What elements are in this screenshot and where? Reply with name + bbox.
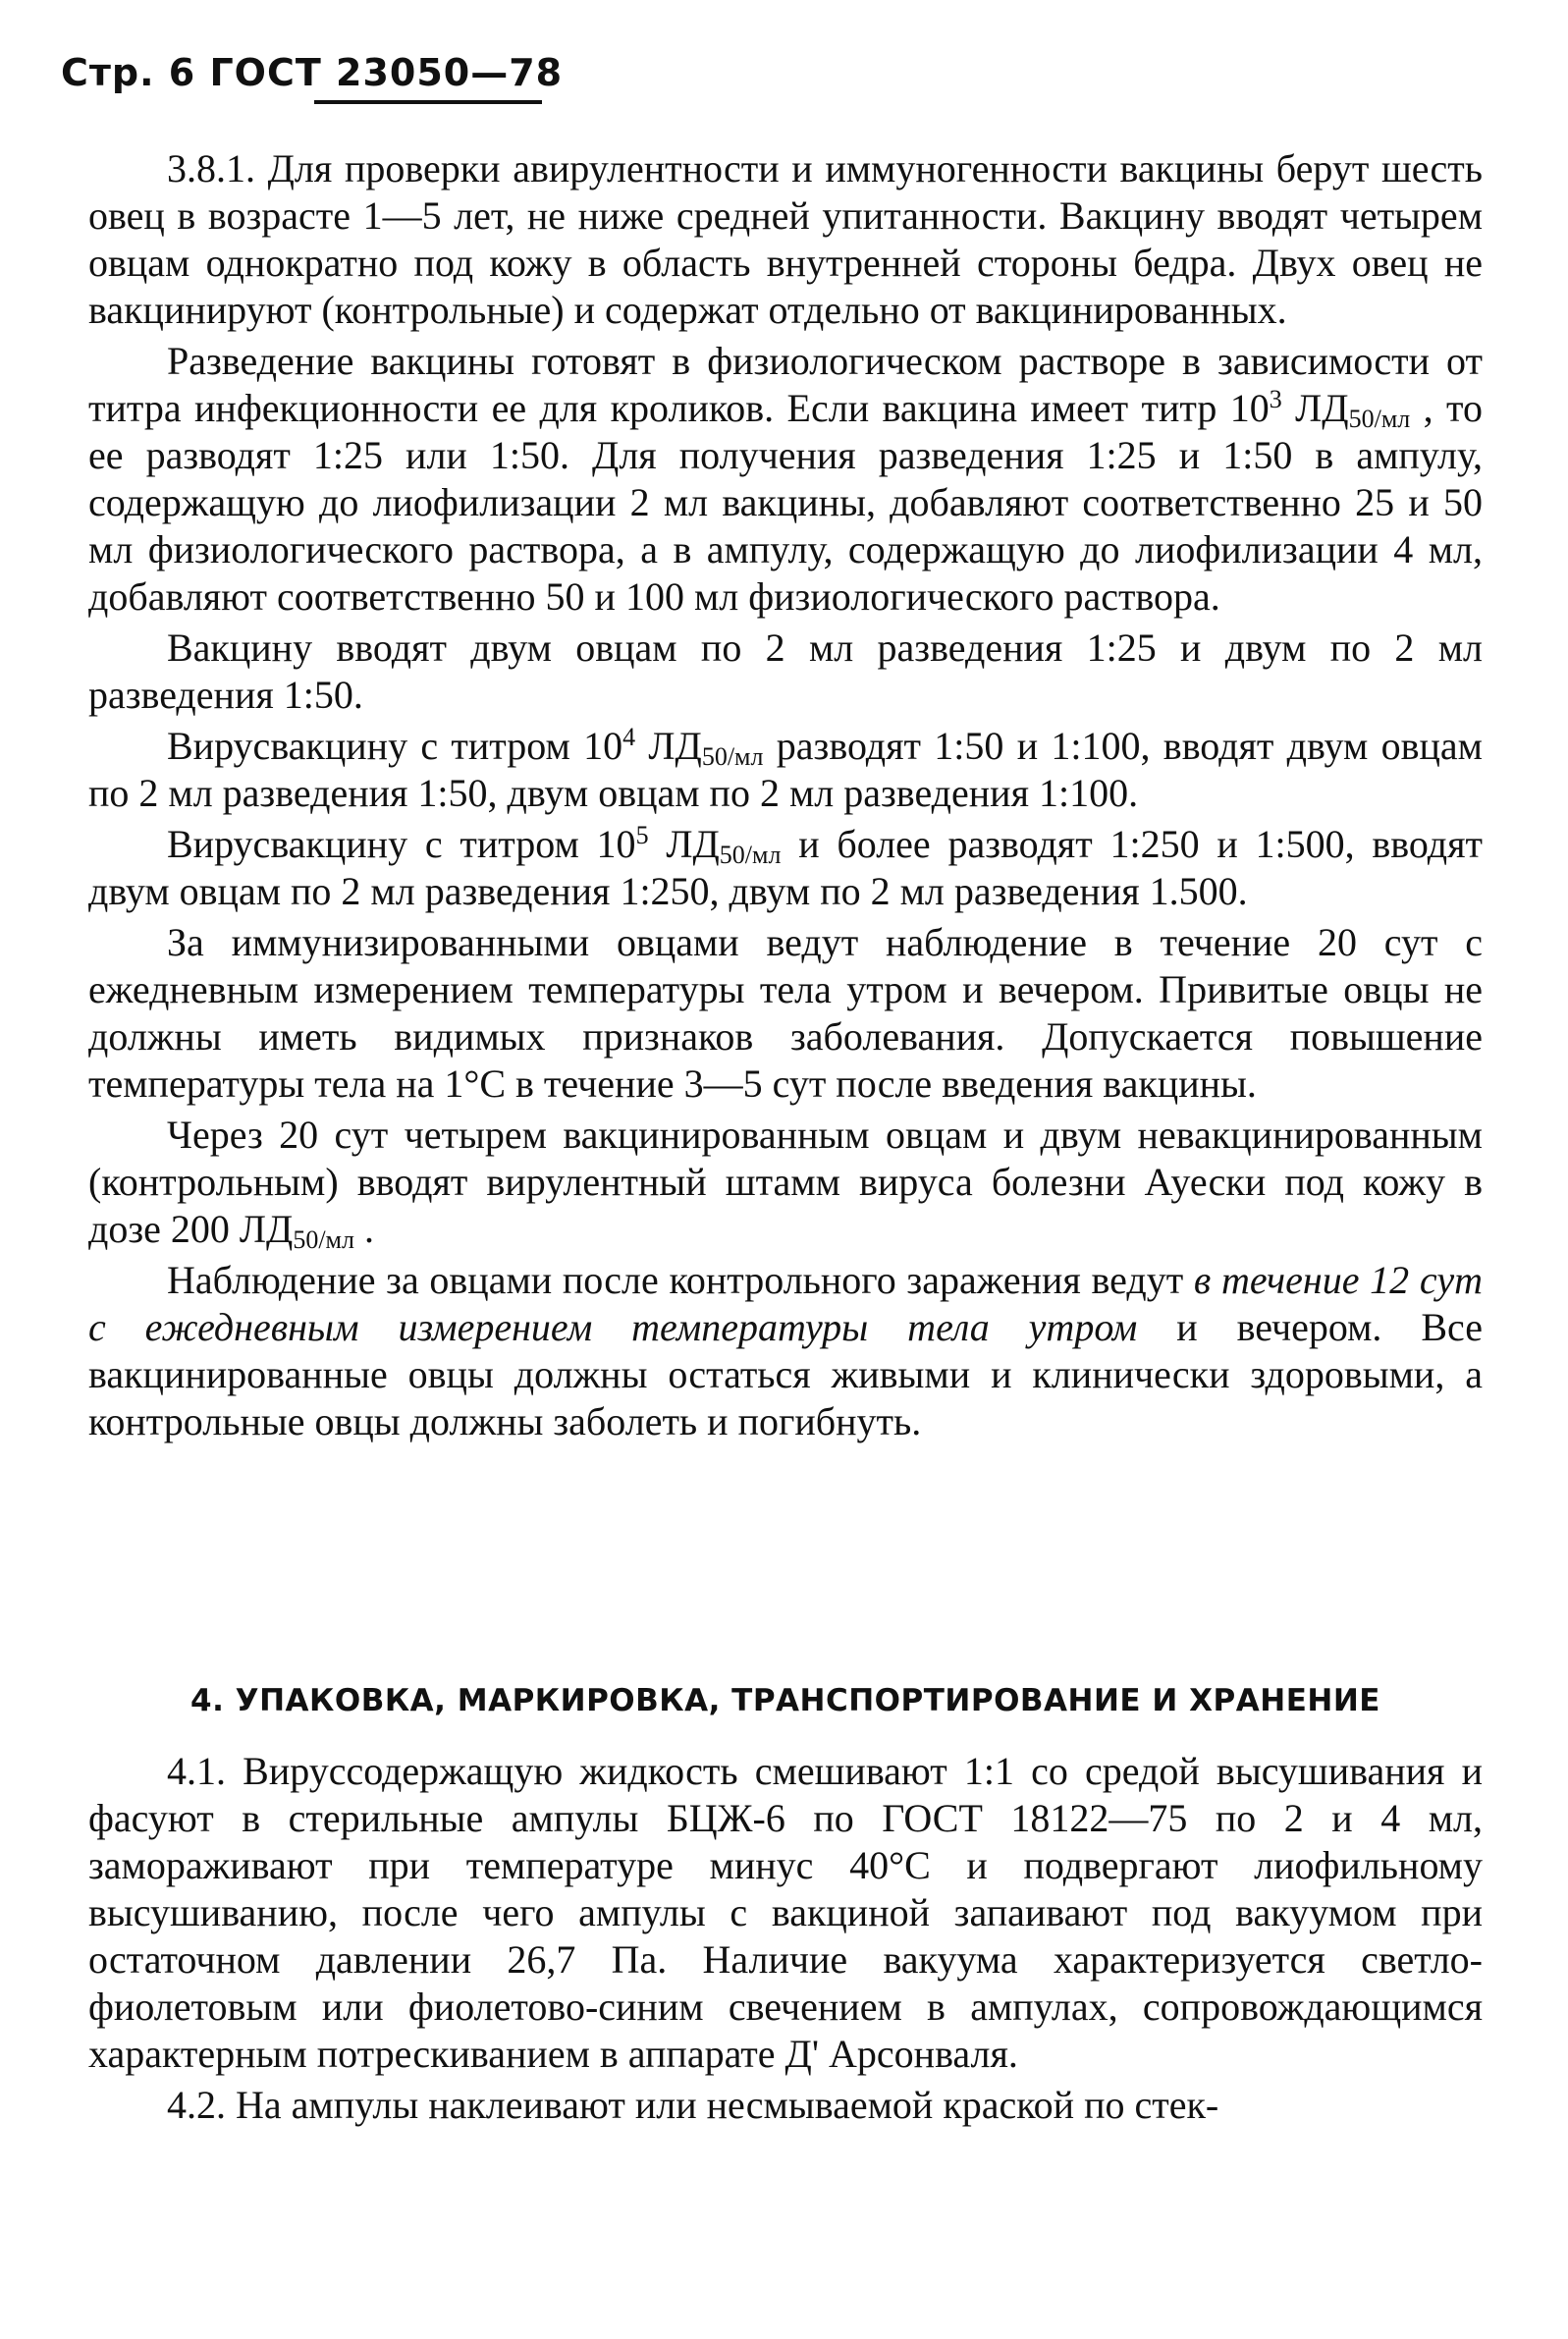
paragraph-challenge: Через 20 сут четырем вакцинированным овцам и двум невакцинированным (контрольным) вводят вирулентный штамм вируса болезни Ауески под кожу в дозе 200 $ЛД_{50/мл}$ . bbox=[88, 1113, 1483, 1254]
header-text: Стр. 6 ГОСТ 23050—78 bbox=[61, 51, 564, 94]
paragraph-4-1: 4.1. Вируссодержащую жидкость смешивают 1:1 со средой высушивания и фасуют в стерильные ампулы БЦЖ-6 по ГОСТ 18122—75 по 2 и 4 мл, замораживают при температуре минус 40°С и подвергают лиофильному высушиванию, после чего ампулы с вакциной запаивают под вакуумом при остаточном давлении 26,7 Па. Наличие вакуума характеризуется светло-фиолетовым или фиолетово-синим свечением в ампулах, сопровождающимся характерным потрескиванием в аппарате Д' Арсонваля. bbox=[88, 1749, 1483, 2076]
paragraph-post-challenge: Наблюдение за овцами после контрольного заражения ведут в течение 12 сут с ежедневным измерением температуры тела утром и вечером. Все вакцинированные овцы должны остаться живыми и клинически здоровыми, а контрольные овцы должны заболеть и погибнуть. bbox=[88, 1258, 1483, 1443]
paragraph-titer-4: Вирусвакцину с титром $10^4$ $ЛД_{50/мл}$ разводят 1:50 и 1:100, вводят двум овцам по 2 мл разведения 1:50, двум овцам по 2 мл разведения 1:100. bbox=[88, 723, 1483, 815]
paragraph-4-2: 4.2. На ампулы наклеивают или несмываемой краской по стек- bbox=[167, 2083, 1219, 2127]
paragraph-injection: Вакцину вводят двум овцам по 2 мл разведения 1:25 и двум по 2 мл разведения 1:50. bbox=[88, 626, 1483, 717]
section-4 bbox=[88, 1748, 1483, 2133]
header-underline bbox=[314, 100, 542, 104]
section-4-heading: 4. УПАКОВКА, МАРКИРОВКА, ТРАНСПОРТИРОВАНИЕ И ХРАНЕНИЕ bbox=[190, 1683, 1380, 1718]
paragraph-3-8-1: 3.8.1. Для проверки авирулентности и иммуногенности вакцины берут шесть овец в возрасте 1—5 лет, не ниже средней упитанности. Вакцину вводят четырем овцам однократно под кожу в область внутренней стороны бедра. Двух овец не вакцинируют (контрольные) и содержат отдельно от вакцинированных. bbox=[88, 146, 1483, 332]
section-3-8-1 bbox=[88, 145, 1483, 1449]
paragraph-titer-5: Вирусвакцину с титром $10^5$ $ЛД_{50/мл}$ и более разводят 1:250 и 1:500, вводят двум овцам по 2 мл разведения 1:250, двум по 2 мл разведения 1.500. bbox=[88, 821, 1483, 913]
paragraph-observation: За иммунизированными овцами ведут наблюдение в течение 20 сут с ежедневным измерением температуры тела утром и вечером. Привитые овцы не должны иметь видимых признаков заболевания. Допускается повышение температуры тела на 1°С в течение 3—5 сут после введения вакцины. bbox=[88, 920, 1483, 1106]
running-header bbox=[61, 51, 563, 94]
paragraph-dilution: Разведение вакцины готовят в физиологическом растворе в зависимости от титра инфекционности ее для кроликов. Если вакцина имеет титр $10^3$ $ЛД_{50/мл}$ , то ее разводят 1:25 или 1:50. Для получения разведения 1:25 и 1:50 в ампулу, содержащую до лиофилизации 2 мл вакцины, добавляют соответственно 25 и 50 мл физиологического раствора, а в ампулу, содержащую до лиофилизации 4 мл, добавляют соответственно 50 и 100 мл физиологического раствора. bbox=[88, 339, 1483, 619]
